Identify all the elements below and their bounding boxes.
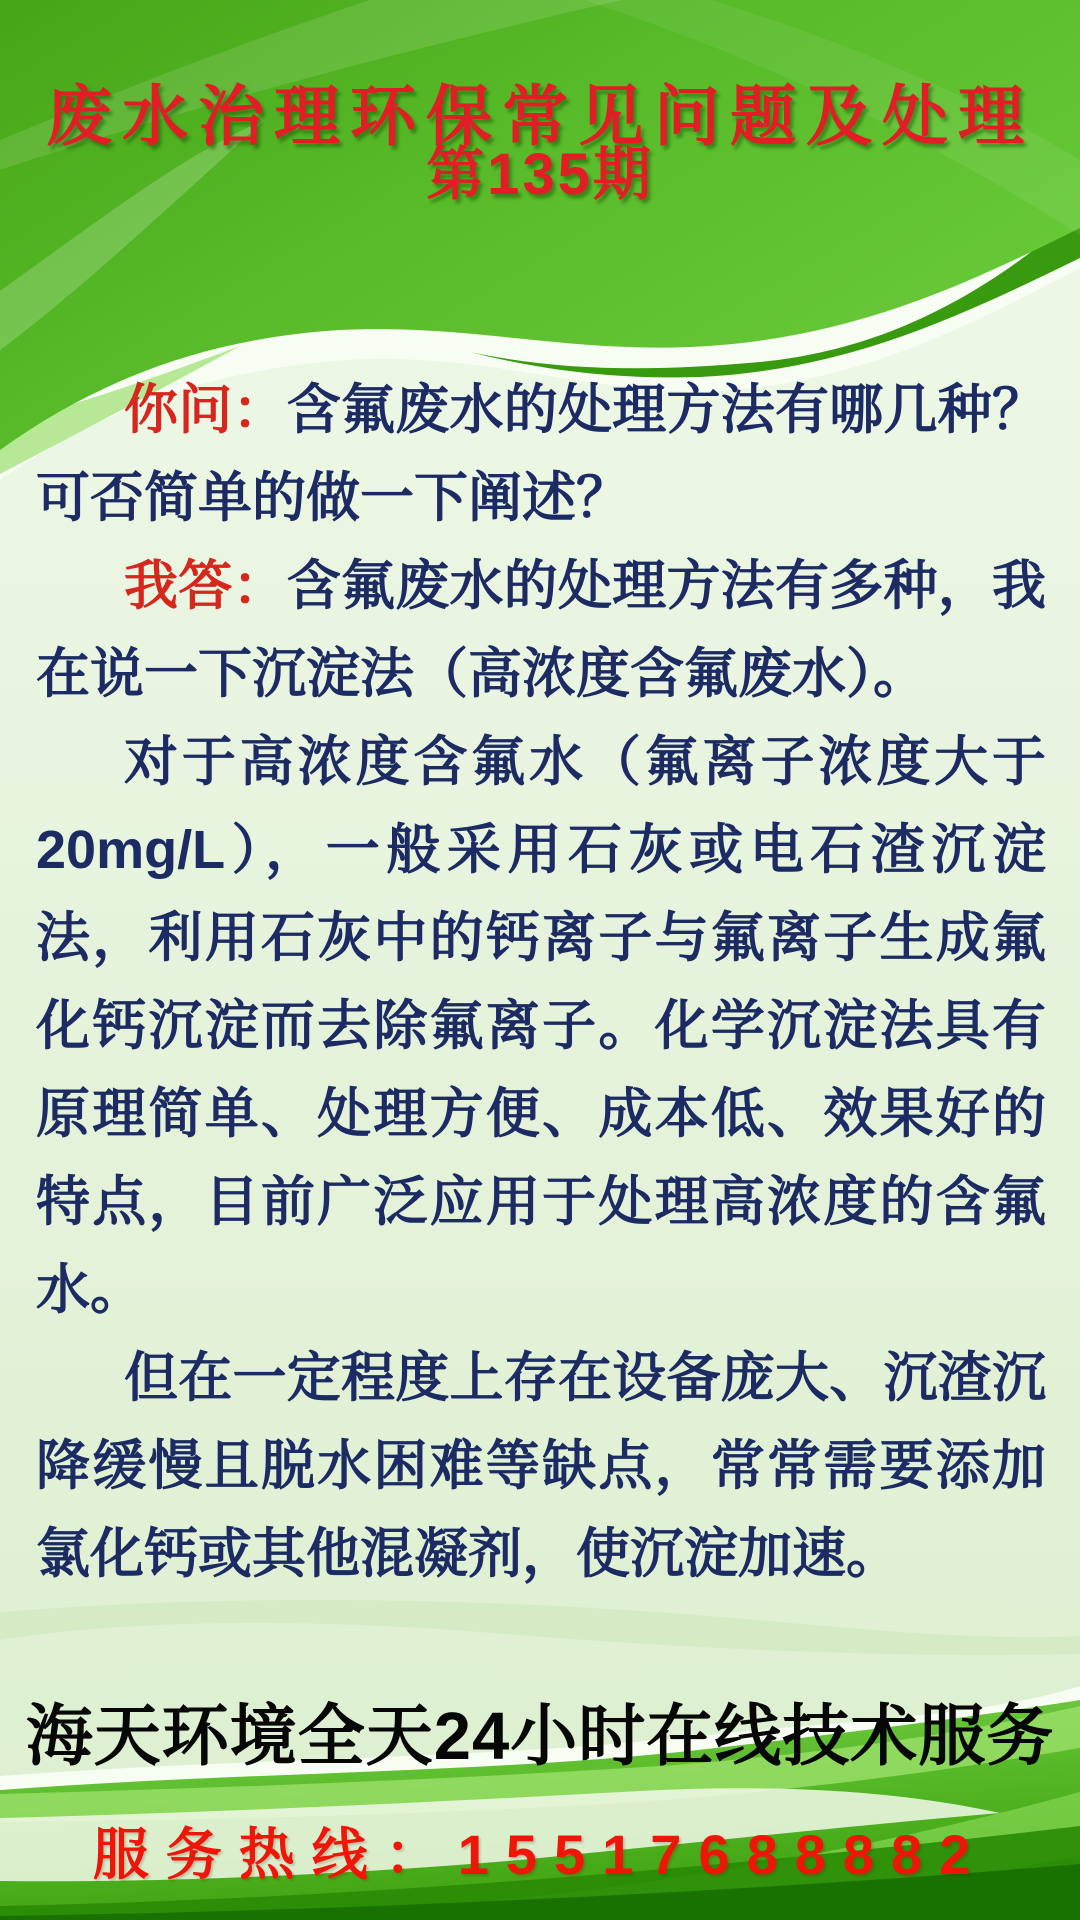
detail-text-1: 对于高浓度含氟水（氟离子浓度大于20mg/L），一般采用石灰或电石渣沉淀法，利用石灰中的钙离子与氟离子生成氟化钙沉淀而去除氟离子。化学沉淀法具有原理简单、处理方便、成本低、效果好的特点，目前广泛应用于处理高浓度的含氟水。 bbox=[36, 732, 1046, 1320]
answer-label: 我答： bbox=[124, 556, 287, 616]
detail-paragraph-1 bbox=[36, 718, 1046, 1334]
detail-text-2: 但在一定程度上存在设备庞大、沉渣沉降缓慢且脱水困难等缺点，常常需要添加氯化钙或其他混凝剂，使沉淀加速。 bbox=[36, 1348, 1046, 1584]
issue-number: 第135期 bbox=[426, 142, 654, 207]
hotline bbox=[0, 1824, 1080, 1886]
poster-title: 废水治理环保常见问题及处理 bbox=[46, 79, 1034, 154]
question-paragraph bbox=[36, 366, 1046, 542]
question-label: 你问： bbox=[124, 380, 287, 440]
answer-text: 含氟废水的处理方法有多种，我在说一下沉淀法（高浓度含氟废水）。 bbox=[36, 556, 1046, 704]
answer-paragraph bbox=[36, 542, 1046, 718]
question-text: 含氟废水的处理方法有哪几种？可否简单的做一下阐述？ bbox=[36, 380, 1046, 528]
qa-body bbox=[36, 366, 1046, 1598]
hotline-number: 15517688882 bbox=[457, 1823, 988, 1886]
detail-paragraph-2 bbox=[36, 1334, 1046, 1598]
service-banner: 海天环境全天24小时在线技术服务 bbox=[25, 1699, 1055, 1774]
hotline-label: 服务热线： bbox=[92, 1823, 458, 1886]
